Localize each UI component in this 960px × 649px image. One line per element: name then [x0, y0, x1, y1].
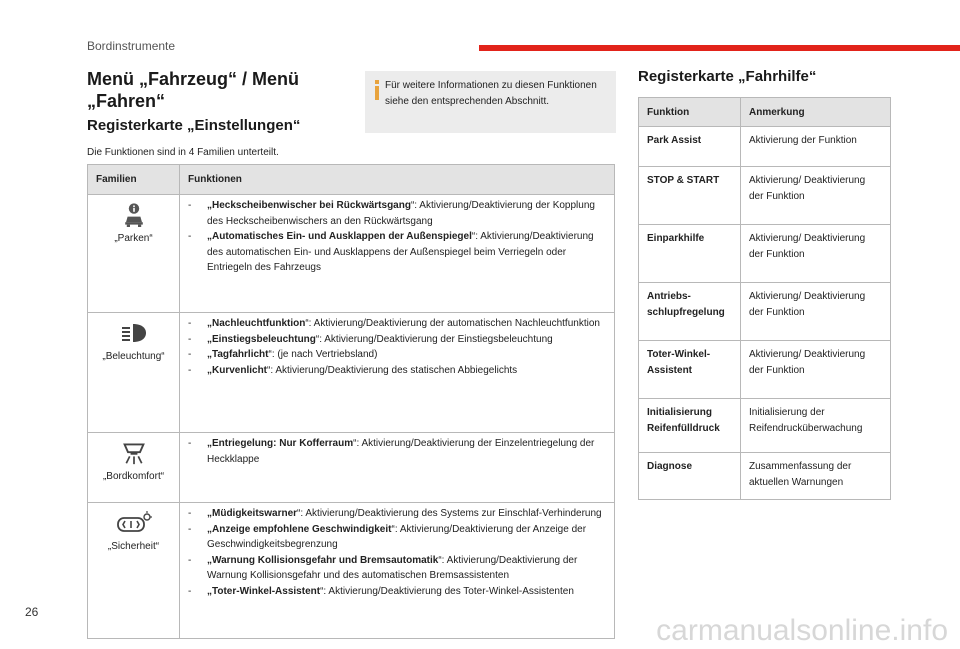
- note-cell: Aktivierung/ Deaktivierung der Funktion: [741, 167, 891, 225]
- function-cell: Toter-Winkel-Assistent: [639, 341, 741, 399]
- header-funktionen: Funktionen: [180, 165, 615, 195]
- list-item: [188, 553, 606, 584]
- function-cell: Diagnose: [639, 453, 741, 500]
- info-box: [365, 71, 616, 133]
- family-label: „Bordkomfort“: [102, 471, 165, 482]
- function-desc: “: (je nach Vertriebsland): [268, 349, 378, 360]
- function-desc: “: Aktivierung/Deaktivierung des automatischen Ein- und Ausklappens der Außenspiegel beim Verriegeln oder Entriegeln des Fahrzeugs: [207, 231, 594, 273]
- list-item: [188, 584, 606, 600]
- family-label: „Beleuchtung“: [102, 351, 165, 362]
- page-number: 26: [25, 605, 39, 619]
- header-anmerkung: Anmerkung: [741, 98, 891, 127]
- table-row: [639, 399, 891, 453]
- list-item: [188, 522, 606, 553]
- table-row: [639, 453, 891, 500]
- note-cell: Initialisierung der Reifendrucküberwachung: [741, 399, 891, 453]
- function-name: „Nachleuchtfunktion: [207, 318, 306, 329]
- section-title: Bordinstrumente: [87, 39, 176, 53]
- list-item: [188, 198, 606, 229]
- list-item: [188, 506, 606, 522]
- function-cell: Park Assist: [639, 127, 741, 167]
- table-row: [88, 503, 615, 639]
- header-accent-bar: [479, 45, 960, 51]
- car-info-icon: [117, 203, 151, 227]
- table-row: [639, 341, 891, 399]
- function-name: „Müdigkeitswarner: [207, 508, 298, 519]
- settings-tab-title: Registerkarte „Einstellungen“: [87, 117, 301, 134]
- function-name: „Automatisches Ein- und Ausklappen der Außenspiegel: [207, 231, 472, 242]
- function-cell: Einparkhilfe: [639, 225, 741, 283]
- note-cell: Aktivierung/ Deaktivierung der Funktion: [741, 283, 891, 341]
- table-row: [639, 283, 891, 341]
- function-desc: “: Aktivierung/Deaktivierung des Systems zur Einschlaf-Verhinderung: [297, 508, 602, 519]
- info-icon: [370, 80, 384, 100]
- intro-text: Die Funktionen sind in 4 Familien unterteilt.: [87, 147, 279, 158]
- info-text: Für weitere Informationen zu diesen Funktionen siehe den entsprechenden Abschnitt.: [385, 80, 597, 107]
- list-item: [188, 363, 606, 379]
- list-item: [188, 316, 606, 332]
- function-name: „Entriegelung: Nur Kofferraum: [207, 438, 354, 449]
- function-name: „Kurvenlicht: [207, 364, 268, 376]
- table-row: [639, 127, 891, 167]
- function-name: „Anzeige empfohlene Geschwindigkeit: [207, 523, 392, 535]
- header-funktion: Funktion: [639, 98, 741, 127]
- function-name: „Warnung Kollisionsgefahr und Bremsautomatik: [207, 554, 439, 566]
- function-desc: “: Aktivierung/Deaktivierung des statischen Abbiegelichts: [267, 364, 518, 376]
- note-cell: Aktivierung/ Deaktivierung der Funktion: [741, 225, 891, 283]
- function-name: „Heckscheibenwischer bei Rückwärtsgang: [207, 200, 411, 211]
- table-row: [639, 167, 891, 225]
- note-cell: Aktivierung/ Deaktivierung der Funktion: [741, 341, 891, 399]
- families-table: [87, 164, 615, 639]
- function-cell: Antriebs-schlupfregelung: [639, 283, 741, 341]
- note-cell: Aktivierung der Funktion: [741, 127, 891, 167]
- table-row: [88, 313, 615, 433]
- header-familien: Familien: [88, 165, 180, 195]
- list-item: [188, 436, 606, 467]
- family-label: „Parken“: [114, 233, 153, 244]
- page-title: Menü „Fahrzeug“ / Menü „Fahren“: [87, 69, 300, 111]
- ceiling-lamp-icon: [119, 441, 149, 465]
- table-row: [88, 195, 615, 313]
- function-cell: Initialisierung Reifenfülldruck: [639, 399, 741, 453]
- function-desc: “: Aktivierung/Deaktivierung der Einstiegsbeleuchtung: [315, 333, 553, 345]
- table-row: [88, 433, 615, 503]
- function-desc: “: Aktivierung/Deaktivierung der Kopplung des Heckscheibenwischers an den Rückwärtsgang: [207, 200, 595, 227]
- note-cell: Zusammenfassung der aktuellen Warnungen: [741, 453, 891, 500]
- headlight-icon: [119, 321, 149, 345]
- function-name: „Tagfahrlicht: [207, 349, 269, 360]
- function-name: „Einstiegsbeleuchtung: [207, 333, 316, 345]
- safety-car-icon: [114, 511, 154, 535]
- family-label: „Sicherheit“: [107, 541, 160, 552]
- list-item: [188, 347, 606, 363]
- function-desc: “: Aktivierung/Deaktivierung des Toter-Winkel-Assistenten: [320, 585, 574, 597]
- list-item: [188, 332, 606, 348]
- fahrhilfe-table: [638, 97, 891, 500]
- list-item: [188, 229, 606, 276]
- function-desc: “: Aktivierung/Deaktivierung der Einzelentriegelung der Heckklappe: [207, 438, 595, 465]
- function-cell: STOP & START: [639, 167, 741, 225]
- function-name: „Toter-Winkel-Assistent: [207, 585, 321, 597]
- function-desc: “: Aktivierung/Deaktivierung der Anzeige der Geschwindigkeitsbegrenzung: [207, 523, 587, 550]
- table-row: [639, 225, 891, 283]
- fahrhilfe-title: Registerkarte „Fahrhilfe“: [638, 68, 817, 85]
- function-desc: “: Aktivierung/Deaktivierung der automatischen Nachleuchtfunktion: [305, 318, 600, 329]
- watermark: carmanualsonline.info: [656, 614, 948, 647]
- function-desc: “: Aktivierung/Deaktivierung der Warnung Kollisionsgefahr und des automatischen Bremsassistenten: [207, 554, 578, 581]
